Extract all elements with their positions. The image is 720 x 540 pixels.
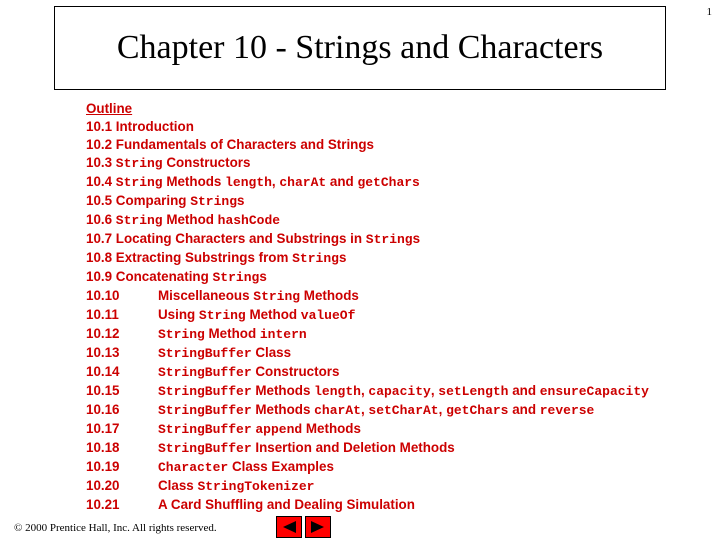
code-term: String [115, 213, 163, 228]
outline-item-number: 10.5 [86, 193, 113, 208]
code-term: String [158, 327, 205, 342]
outline-item-number: 10.20 [86, 478, 120, 493]
outline-item [86, 477, 706, 496]
outline-item-text: Fundamentals of Characters and Strings [112, 137, 374, 152]
outline-item-text: Methods [162, 174, 226, 189]
outline-item-number: 10.17 [86, 421, 120, 436]
outline-item [86, 192, 706, 211]
outline-item [86, 118, 706, 136]
outline-item-text: s [338, 250, 347, 265]
page-number: 1 [706, 6, 712, 18]
code-term: String [292, 251, 339, 266]
code-term: ensureCapacity [539, 384, 649, 399]
outline-item-number: 10.13 [86, 345, 120, 360]
outline-item-number: 10.19 [86, 459, 120, 474]
outline-item-text: Methods [251, 383, 315, 398]
outline-item-number: 10.21 [86, 497, 120, 512]
outline-item-text: Method [162, 212, 218, 227]
outline-item-number: 10.15 [86, 383, 120, 398]
outline-item-text: , [360, 402, 369, 417]
outline-item-text: Methods [251, 402, 315, 417]
outline-item [86, 136, 706, 154]
outline-item [86, 306, 706, 325]
code-term: String [198, 308, 246, 323]
outline-item-text: Class [251, 345, 292, 360]
code-term: StringBuffer [158, 441, 252, 456]
outline-item-text: Method [245, 307, 301, 322]
left-arrow-icon [281, 520, 297, 534]
outline-item-number: 10.11 [86, 307, 119, 322]
outline-item-text: s [259, 269, 267, 284]
code-term: setCharAt [368, 403, 439, 418]
outline-item [86, 458, 706, 477]
outline-item [86, 439, 706, 458]
code-term: StringBuffer [158, 346, 252, 361]
outline-item-text: Methods [302, 421, 361, 436]
next-slide-button[interactable] [305, 516, 331, 538]
code-term: String [365, 232, 413, 247]
code-term: StringBuffer [158, 422, 252, 437]
outline-item [86, 230, 706, 249]
outline-item-text: Class [158, 478, 198, 493]
outline-item-text: Constructors [162, 155, 251, 170]
copyright-symbol: © [14, 522, 23, 534]
outline-item-number: 10.6 [86, 212, 113, 227]
outline-item [86, 363, 706, 382]
code-term: StringBuffer [158, 403, 252, 418]
outline-item [86, 211, 706, 230]
code-term: String [190, 194, 237, 209]
code-term: capacity [368, 384, 431, 399]
code-term: charAt [279, 175, 327, 190]
outline-item-text: s [412, 231, 421, 246]
code-term: String [212, 270, 260, 285]
outline-item [86, 325, 706, 344]
code-term: StringBuffer [158, 365, 252, 380]
code-term: String [115, 175, 163, 190]
right-arrow-icon [310, 520, 326, 534]
outline-item-text: Methods [300, 288, 359, 303]
outline-item-text: and [508, 402, 540, 417]
outline-heading: Outline [86, 101, 133, 116]
outline-item-text: Introduction [112, 119, 194, 134]
copyright-text: 2000 Prentice Hall, Inc. All rights reserved. [22, 522, 217, 534]
outline-item-text: Locating Characters and Substrings in [112, 231, 366, 246]
code-term: getChars [357, 175, 420, 190]
outline-item-text: , [360, 383, 369, 398]
outline-item-text: , [271, 174, 280, 189]
code-term: charAt [314, 403, 361, 418]
code-term: setLength [438, 384, 509, 399]
code-term: append [255, 422, 303, 437]
outline-item-text: Constructors [251, 364, 340, 379]
outline-item [86, 382, 706, 401]
outline-item-number: 10.4 [86, 174, 113, 189]
outline-item-text: , [430, 383, 439, 398]
outline-item [86, 287, 706, 306]
outline-item [86, 401, 706, 420]
previous-slide-button[interactable] [276, 516, 302, 538]
outline-item-number: 10.1 [86, 119, 113, 134]
code-term: String [253, 289, 301, 304]
code-term: Character [158, 460, 229, 475]
outline-item [86, 496, 706, 514]
outline-item-number: 10.8 [86, 250, 113, 265]
outline-item [86, 268, 706, 287]
outline-item-number: 10.16 [86, 402, 120, 417]
code-term: length [314, 384, 361, 399]
outline-item-text: , [438, 402, 447, 417]
code-term: StringBuffer [158, 384, 252, 399]
outline [86, 100, 706, 514]
code-term: String [115, 156, 163, 171]
outline-item-text: s [237, 193, 245, 208]
code-term: intern [259, 327, 307, 342]
outline-item-text: and [508, 383, 540, 398]
outline-item-text: Insertion and Deletion Methods [251, 440, 455, 455]
outline-item-number: 10.14 [86, 364, 120, 379]
code-term: hashCode [217, 213, 281, 228]
outline-item-number: 10.7 [86, 231, 113, 246]
outline-item-number: 10.3 [86, 155, 113, 170]
outline-item-text: Comparing [112, 193, 191, 208]
outline-item-text: Miscellaneous [158, 288, 254, 303]
outline-item [86, 344, 706, 363]
code-term: valueOf [300, 308, 356, 323]
outline-item-number: 10.2 [86, 137, 113, 152]
outline-item-text: and [326, 174, 358, 189]
outline-item-text: Using [158, 307, 199, 322]
outline-item-text: Extracting Substrings from [112, 250, 293, 265]
outline-item-text: Concatenating [112, 269, 213, 284]
code-term: StringTokenizer [197, 479, 315, 494]
outline-item-text: Class Examples [228, 459, 334, 474]
outline-item [86, 154, 706, 173]
outline-item-text: Method [204, 326, 260, 341]
outline-item-number: 10.9 [86, 269, 113, 284]
outline-item [86, 420, 706, 439]
outline-item-number: 10.18 [86, 440, 120, 455]
outline-item-text: A Card Shuffling and Dealing Simulation [158, 497, 415, 512]
outline-item-number: 10.12 [86, 326, 120, 341]
outline-item-number: 10.10 [86, 288, 120, 303]
slide-title: Chapter 10 - Strings and Characters [116, 29, 604, 66]
title-box [54, 6, 666, 90]
footer-copyright [14, 522, 217, 534]
code-term: reverse [539, 403, 595, 418]
outline-item [86, 249, 706, 268]
outline-item [86, 173, 706, 192]
code-term: length [225, 175, 272, 190]
code-term: getChars [446, 403, 509, 418]
